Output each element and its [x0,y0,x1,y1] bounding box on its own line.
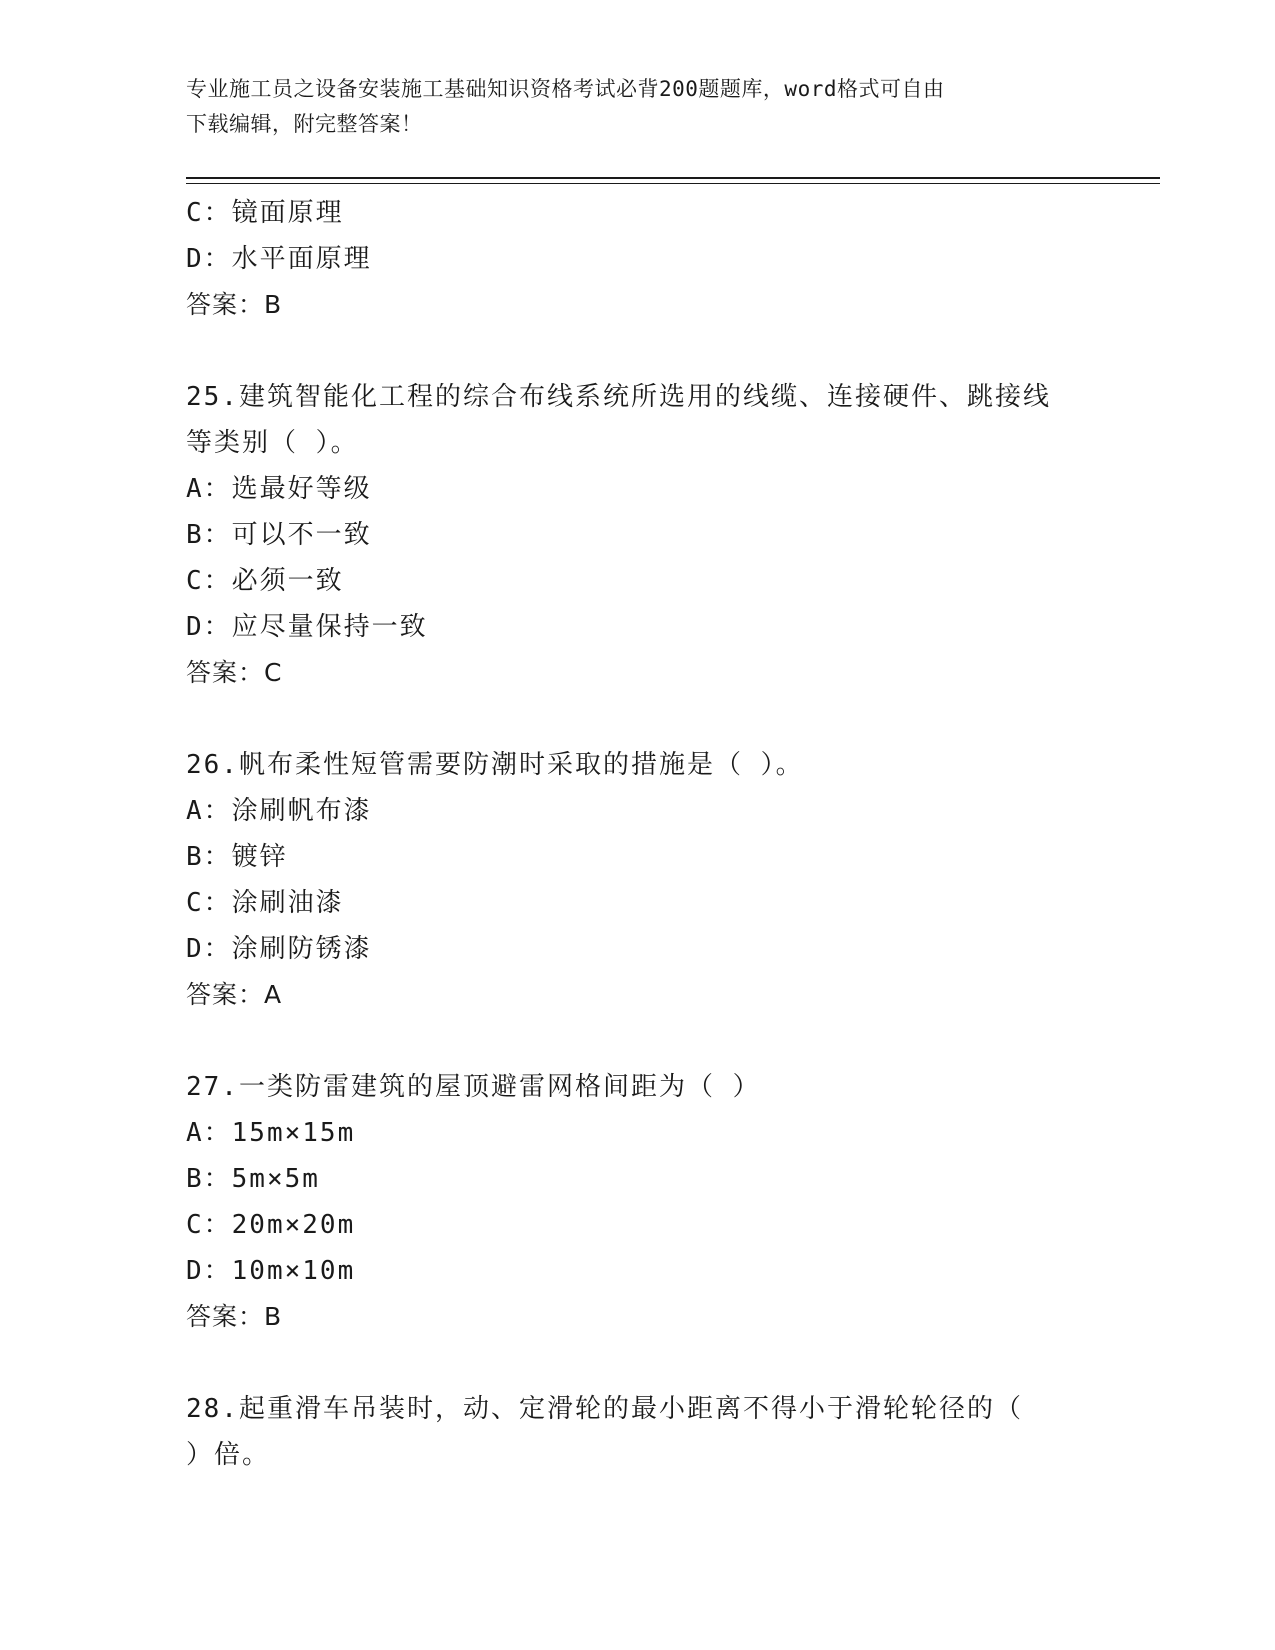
answer-line: 答案：A [186,980,283,1009]
option-d: D：应尽量保持一致 [186,612,428,642]
question-25: 25.建筑智能化工程的综合布线系统所选用的线缆、连接硬件、跳接线 [186,382,1051,412]
question-28-continued: ）倍。 [186,1440,271,1470]
question-28: 28.起重滑车吊装时，动、定滑轮的最小距离不得小于滑轮轮径的（ [186,1394,1023,1424]
answer-line: 答案：C [186,658,283,687]
option-b: B：可以不一致 [186,520,372,550]
question-list [186,190,1086,1478]
header-divider-thin [186,183,1160,184]
option-a: A：涂刷帆布漆 [186,796,372,826]
option-c: C：必须一致 [186,566,344,596]
spacer [186,1018,1086,1064]
answer-line: 答案：B [186,1302,283,1331]
option-c: C：镜面原理 [186,198,344,228]
option-d: D：水平面原理 [186,244,372,274]
spacer [186,328,1086,374]
spacer [186,1340,1086,1386]
option-a: A：选最好等级 [186,474,372,504]
question-27: 27.一类防雷建筑的屋顶避雷网格间距为（ ） [186,1072,761,1102]
option-d: D：涂刷防锈漆 [186,934,372,964]
document-header: 专业施工员之设备安装施工基础知识资格考试必背200题题库，word格式可自由 下载编辑，附完整答案！ [186,77,945,136]
question-26: 26.帆布柔性短管需要防潮时采取的措施是（ ）。 [186,750,804,780]
option-a: A：15m×15m [186,1118,356,1148]
header-divider-thick [186,177,1160,179]
option-d: D：10m×10m [186,1256,356,1286]
option-b: B：镀锌 [186,842,288,872]
option-b: B：5m×5m [186,1164,320,1194]
option-c: C：涂刷油漆 [186,888,344,918]
option-c: C：20m×20m [186,1210,356,1240]
question-25-continued: 等类别（ ）。 [186,428,359,458]
spacer [186,696,1086,742]
answer-line: 答案：B [186,290,283,319]
